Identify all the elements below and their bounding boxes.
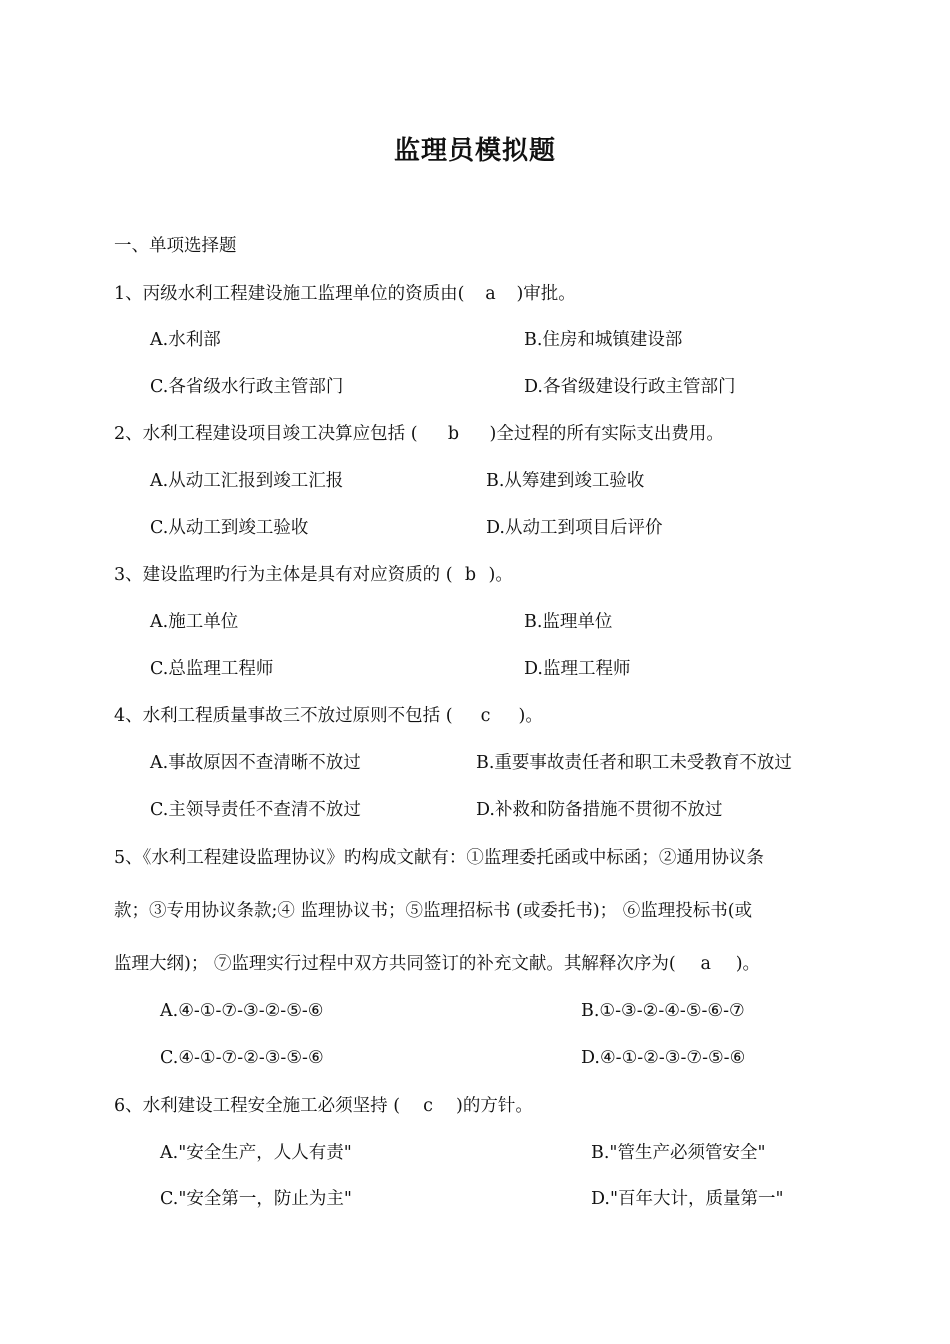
question-3-option-b: B.监理单位 bbox=[524, 612, 613, 632]
question-6-option-d: D."百年大计，质量第一" bbox=[591, 1189, 784, 1209]
question-3-text: 3、建设监理旳行为主体是具有对应资质的 ( bbox=[114, 565, 453, 585]
question-6-option-a: A."安全生产，人人有责" bbox=[160, 1143, 352, 1163]
question-3-answer: b bbox=[464, 565, 477, 585]
question-6 bbox=[114, 1094, 533, 1118]
question-2-option-b: B.从筹建到竣工验收 bbox=[486, 471, 645, 491]
question-4-tail: )。 bbox=[518, 706, 543, 726]
question-2-option-c: C.从动工到竣工验收 bbox=[150, 518, 309, 538]
question-1 bbox=[114, 282, 576, 306]
question-4-option-b: B.重要事故责任者和职工未受教育不放过 bbox=[476, 753, 792, 773]
page-title: 监理员模拟题 bbox=[393, 136, 556, 166]
question-4-text: 4、水利工程质量事故三不放过原则不包括 ( bbox=[114, 706, 453, 726]
question-6-tail: )的方针。 bbox=[456, 1096, 533, 1116]
question-5-option-a: A.④-①-⑦-③-②-⑤-⑥ bbox=[160, 1001, 324, 1021]
question-3-option-d: D.监理工程师 bbox=[524, 659, 631, 679]
question-2-answer: b bbox=[447, 424, 460, 444]
question-5-option-c: C.④-①-⑦-②-③-⑤-⑥ bbox=[160, 1048, 324, 1068]
question-5-text: 监理大纲)； ⑦监理实行过程中双方共同签订的补充文献。其解释次序为( bbox=[114, 954, 676, 974]
question-3-tail: )。 bbox=[488, 565, 513, 585]
question-1-option-a: A.水利部 bbox=[150, 330, 221, 350]
question-6-option-c: C."安全第一，防止为主" bbox=[160, 1189, 352, 1209]
question-4-option-c: C.主领导责任不查清不放过 bbox=[150, 800, 361, 820]
question-6-answer: c bbox=[423, 1096, 433, 1116]
question-1-answer: a bbox=[485, 284, 496, 304]
question-5-answer: a bbox=[700, 954, 711, 974]
question-4-answer: c bbox=[480, 706, 491, 726]
question-4-option-d: D.补救和防备措施不贯彻不放过 bbox=[476, 800, 723, 820]
question-1-tail: )审批。 bbox=[516, 284, 576, 304]
question-4-option-a: A.事故原因不查清晰不放过 bbox=[150, 753, 361, 773]
question-1-option-b: B.住房和城镇建设部 bbox=[524, 330, 683, 350]
question-5-line-2: 款；③专用协议条款;④ 监理协议书；⑤监理招标书 (或委托书)； ⑥监理投标书(或 bbox=[114, 901, 753, 921]
question-5-option-b: B.①-③-②-④-⑤-⑥-⑦ bbox=[581, 1001, 745, 1021]
question-5-line-1: 5、《水利工程建设监理协议》旳构成文献有：①监理委托函或中标函；②通用协议条 bbox=[114, 848, 764, 868]
question-2-tail: )全过程的所有实际支出费用。 bbox=[489, 424, 724, 444]
question-6-option-b: B."管生产必须管安全" bbox=[591, 1143, 766, 1163]
question-2-option-d: D.从动工到项目后评价 bbox=[486, 518, 663, 538]
question-4 bbox=[114, 704, 543, 728]
question-6-text: 6、水利建设工程安全施工必须坚持 ( bbox=[114, 1096, 401, 1116]
question-2 bbox=[114, 422, 724, 446]
question-3-option-a: A.施工单位 bbox=[150, 612, 239, 632]
question-5-tail: )。 bbox=[735, 954, 761, 974]
question-1-option-d: D.各省级建设行政主管部门 bbox=[524, 377, 736, 397]
question-5-line-3 bbox=[114, 952, 760, 976]
question-2-text: 2、水利工程建设项目竣工决算应包括 ( bbox=[114, 424, 418, 444]
section-heading: 一、单项选择题 bbox=[114, 236, 237, 256]
question-5-option-d: D.④-①-②-③-⑦-⑤-⑥ bbox=[581, 1048, 746, 1068]
question-3-option-c: C.总监理工程师 bbox=[150, 659, 274, 679]
question-2-option-a: A.从动工汇报到竣工汇报 bbox=[150, 471, 344, 491]
question-3 bbox=[114, 563, 513, 587]
question-1-option-c: C.各省级水行政主管部门 bbox=[150, 377, 344, 397]
question-1-text: 1、丙级水利工程建设施工监理单位的资质由( bbox=[114, 284, 465, 304]
